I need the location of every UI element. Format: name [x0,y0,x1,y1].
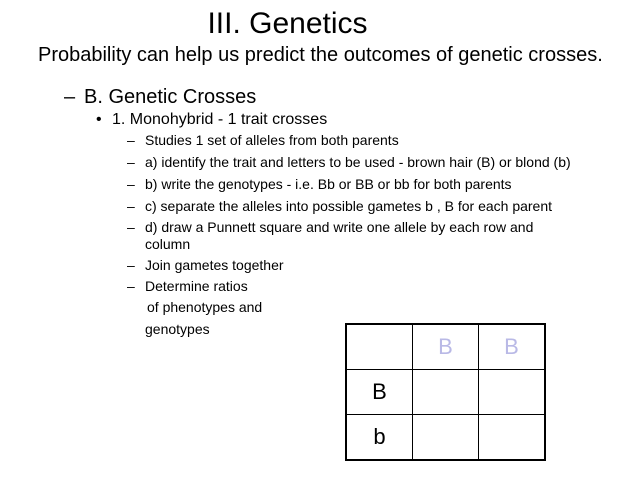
dash-marker: – [64,86,76,108]
list-item [127,198,552,215]
punnett-cell [479,415,546,461]
section-heading-label: B. Genetic Crosses [84,86,257,108]
list-item [127,132,399,149]
list-item [127,176,512,193]
punnett-header-row [346,324,545,370]
list-item-text: c) separate the alleles into possible gametes b , B for each parent [145,198,553,214]
dash-marker: – [127,198,135,214]
list-item-continuation: column [145,236,191,252]
punnett-column-header: B [413,324,479,370]
list-item-text: Determine ratios [145,278,248,294]
dash-marker: – [127,154,135,170]
list-item [127,219,533,253]
slide-title: III. Genetics [207,7,368,40]
bullet-marker: • [96,111,102,128]
intro-text: Probability can help us predict the outcomes of genetic crosses. [38,44,603,66]
list-item-text: d) draw a Punnett square and write one allele by each row and [145,219,534,235]
list-item [127,278,248,295]
punnett-square [345,323,546,461]
section-heading [64,84,256,110]
list-item [127,154,571,171]
punnett-corner-cell [346,324,413,370]
list-item-text: Studies 1 set of alleles from both parents [145,132,399,148]
dash-marker: – [127,176,135,192]
list-item-tail: genotypes [145,321,210,337]
punnett-row-header: b [346,415,413,461]
punnett-row-header: B [346,370,413,415]
subsection-heading [96,110,327,130]
list-item-text: a) identify the trait and letters to be used - brown hair (B) or blond (b) [145,154,571,170]
punnett-row [346,370,545,415]
punnett-cell [479,370,546,415]
punnett-cell [413,415,479,461]
dash-marker: – [127,257,135,273]
punnett-row [346,415,545,461]
list-item-text: Join gametes together [145,257,284,273]
dash-marker: – [127,132,135,148]
subsection-heading-label: 1. Monohybrid - 1 trait crosses [112,111,328,128]
punnett-column-header: B [479,324,546,370]
dash-marker: – [127,219,135,235]
punnett-cell [413,370,479,415]
dash-marker: – [127,278,135,294]
list-item [127,257,284,274]
list-item-tail: of phenotypes and [147,299,263,315]
list-item-text: b) write the genotypes - i.e. Bb or BB or bb for both parents [145,176,512,192]
